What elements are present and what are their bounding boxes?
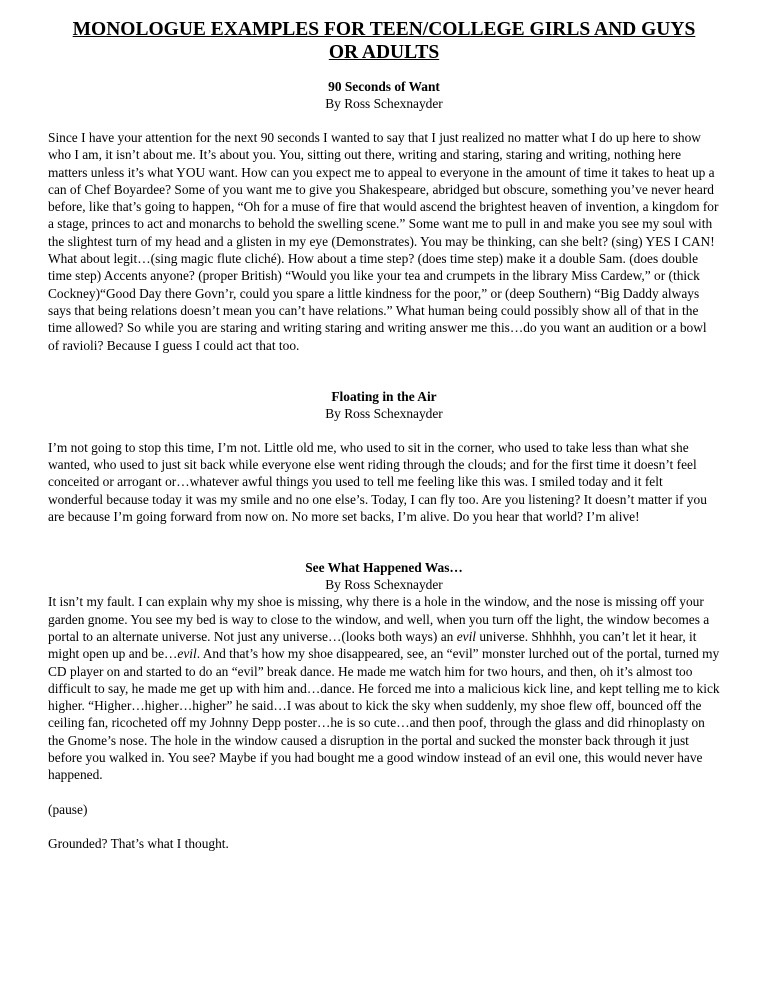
monologue-body: Since I have your attention for the next 90 seconds I wanted to say that I just realized no matter what I do up here to show who I am, it isn’t about me. It’s about you. You, sitting out there, writing and staring, staring and writing, nothing here matters unless it’s what YOU want. How can you expect me to appeal to everyone in the amount of time it takes to heat up a can of Chef Boyardee? Some of you want me to give you Shakespeare, abridged but obscure, something you’ve never heard before, like that’s going to happen, “Oh for a muse of fire that would ascend the brightest heaven of invention, a kingdom for a stage, princes to act and monarchs to behold the swelling scene.” Some want me to pull in and make you see my soul with the slightest turn of my head and a glisten in my eye (Demonstrates). You may be thinking, can she belt? (sing) YES I CAN! What about legit…(sing magic flute cliché). How about a time step? (does time step) make it a double Sam. (does double time step) Accents anyone? (proper British) “Would you like your tea and crumpets in the library Miss Cardew,” or (thick Cockney)“Good Day there Govn’r, could you spare a little kindness for the poor,” or (deep Southern) “Big Daddy always says that being relations doesn’t mean you can’t have relations.” What human being could possibly show all of that in the time allowed? So while you are staring and writing staring and writing answer me this…do you want an audition or a bowl of ravioli? Because I guess I could act that too.	[48, 130, 719, 353]
closing-line: Grounded? That’s what I thought.	[48, 835, 229, 851]
emphasis-text: evil	[177, 646, 197, 662]
monologue-title: Floating in the Air	[331, 388, 437, 404]
emphasis-text: evil	[456, 628, 477, 644]
body-text: . And that’s how my shoe disappeared, see, an “evil” monster lurched out of the portal, turned my CD player on and started to do an “evil” break dance. He made me watch him for two hours, and then, oh it’s almost too difficult to say, he made me get up with him and…dance. He forced me into a malicious kick line, and kept telling me to kick higher. “Higher…higher…higher” he said…I was about to kick the sky when suddenly, my shoe flew off, bounced off the ceiling fan, ricocheted off my Johnny Depp poster…he is so cute…and then poof, through the glass and did rhinoplasty on the Gnome’s nose. The hole in the window caused a disruption in the portal and sucked the monster back through it just before you walked in. You see? Maybe if you had bought me a good window instead of an evil one, this would never have happened.	[48, 646, 720, 783]
body-text: universe. Shhhhh, you can’t let it hear, it might open up and be…	[48, 628, 697, 662]
monologue-90-seconds	[48, 78, 720, 354]
monologue-title: 90 Seconds of Want	[328, 79, 440, 94]
monologue-author: By Ross Schexnayder	[325, 405, 443, 421]
stage-direction: (pause)	[48, 801, 88, 817]
monologue-body	[48, 593, 720, 783]
monologue-author: By Ross Schexnayder	[325, 96, 443, 111]
document-title: MONOLOGUE EXAMPLES FOR TEEN/COLLEGE GIRLS AND GUYS OR ADULTS	[72, 19, 696, 63]
monologue-title: See What Happened Was…	[305, 560, 463, 576]
monologue-floating	[48, 388, 720, 525]
monologue-body: I’m not going to stop this time, I’m not. Little old me, who used to sit in the corner, who used to take less than what she wanted, who used to just sit back while everyone else went riding through the clouds; and for the first time it doesn’t feel conceited or arrogant or…whatever awful things you used to tell me feeling like this was. I smiled today and it felt wonderful because today it was my smile and no one else’s. Today, I can fly too. Are you listening? It doesn’t matter if you are because I’m going forward from now on. No more set backs, I’m alive. Do you hear that world? I’m alive!	[48, 439, 707, 525]
body-text: It isn’t my fault. I can explain why my shoe is missing, why there is a hole in the window, and the nose is missing off your garden gnome. You see my bed is way to close to the window, and well, when you turn off the light, the window becomes a portal to an alternate universe. Not just any universe…(looks both ways) an	[48, 594, 710, 644]
monologue-author: By Ross Schexnayder	[325, 577, 443, 593]
monologue-see-what-happened	[48, 559, 720, 852]
